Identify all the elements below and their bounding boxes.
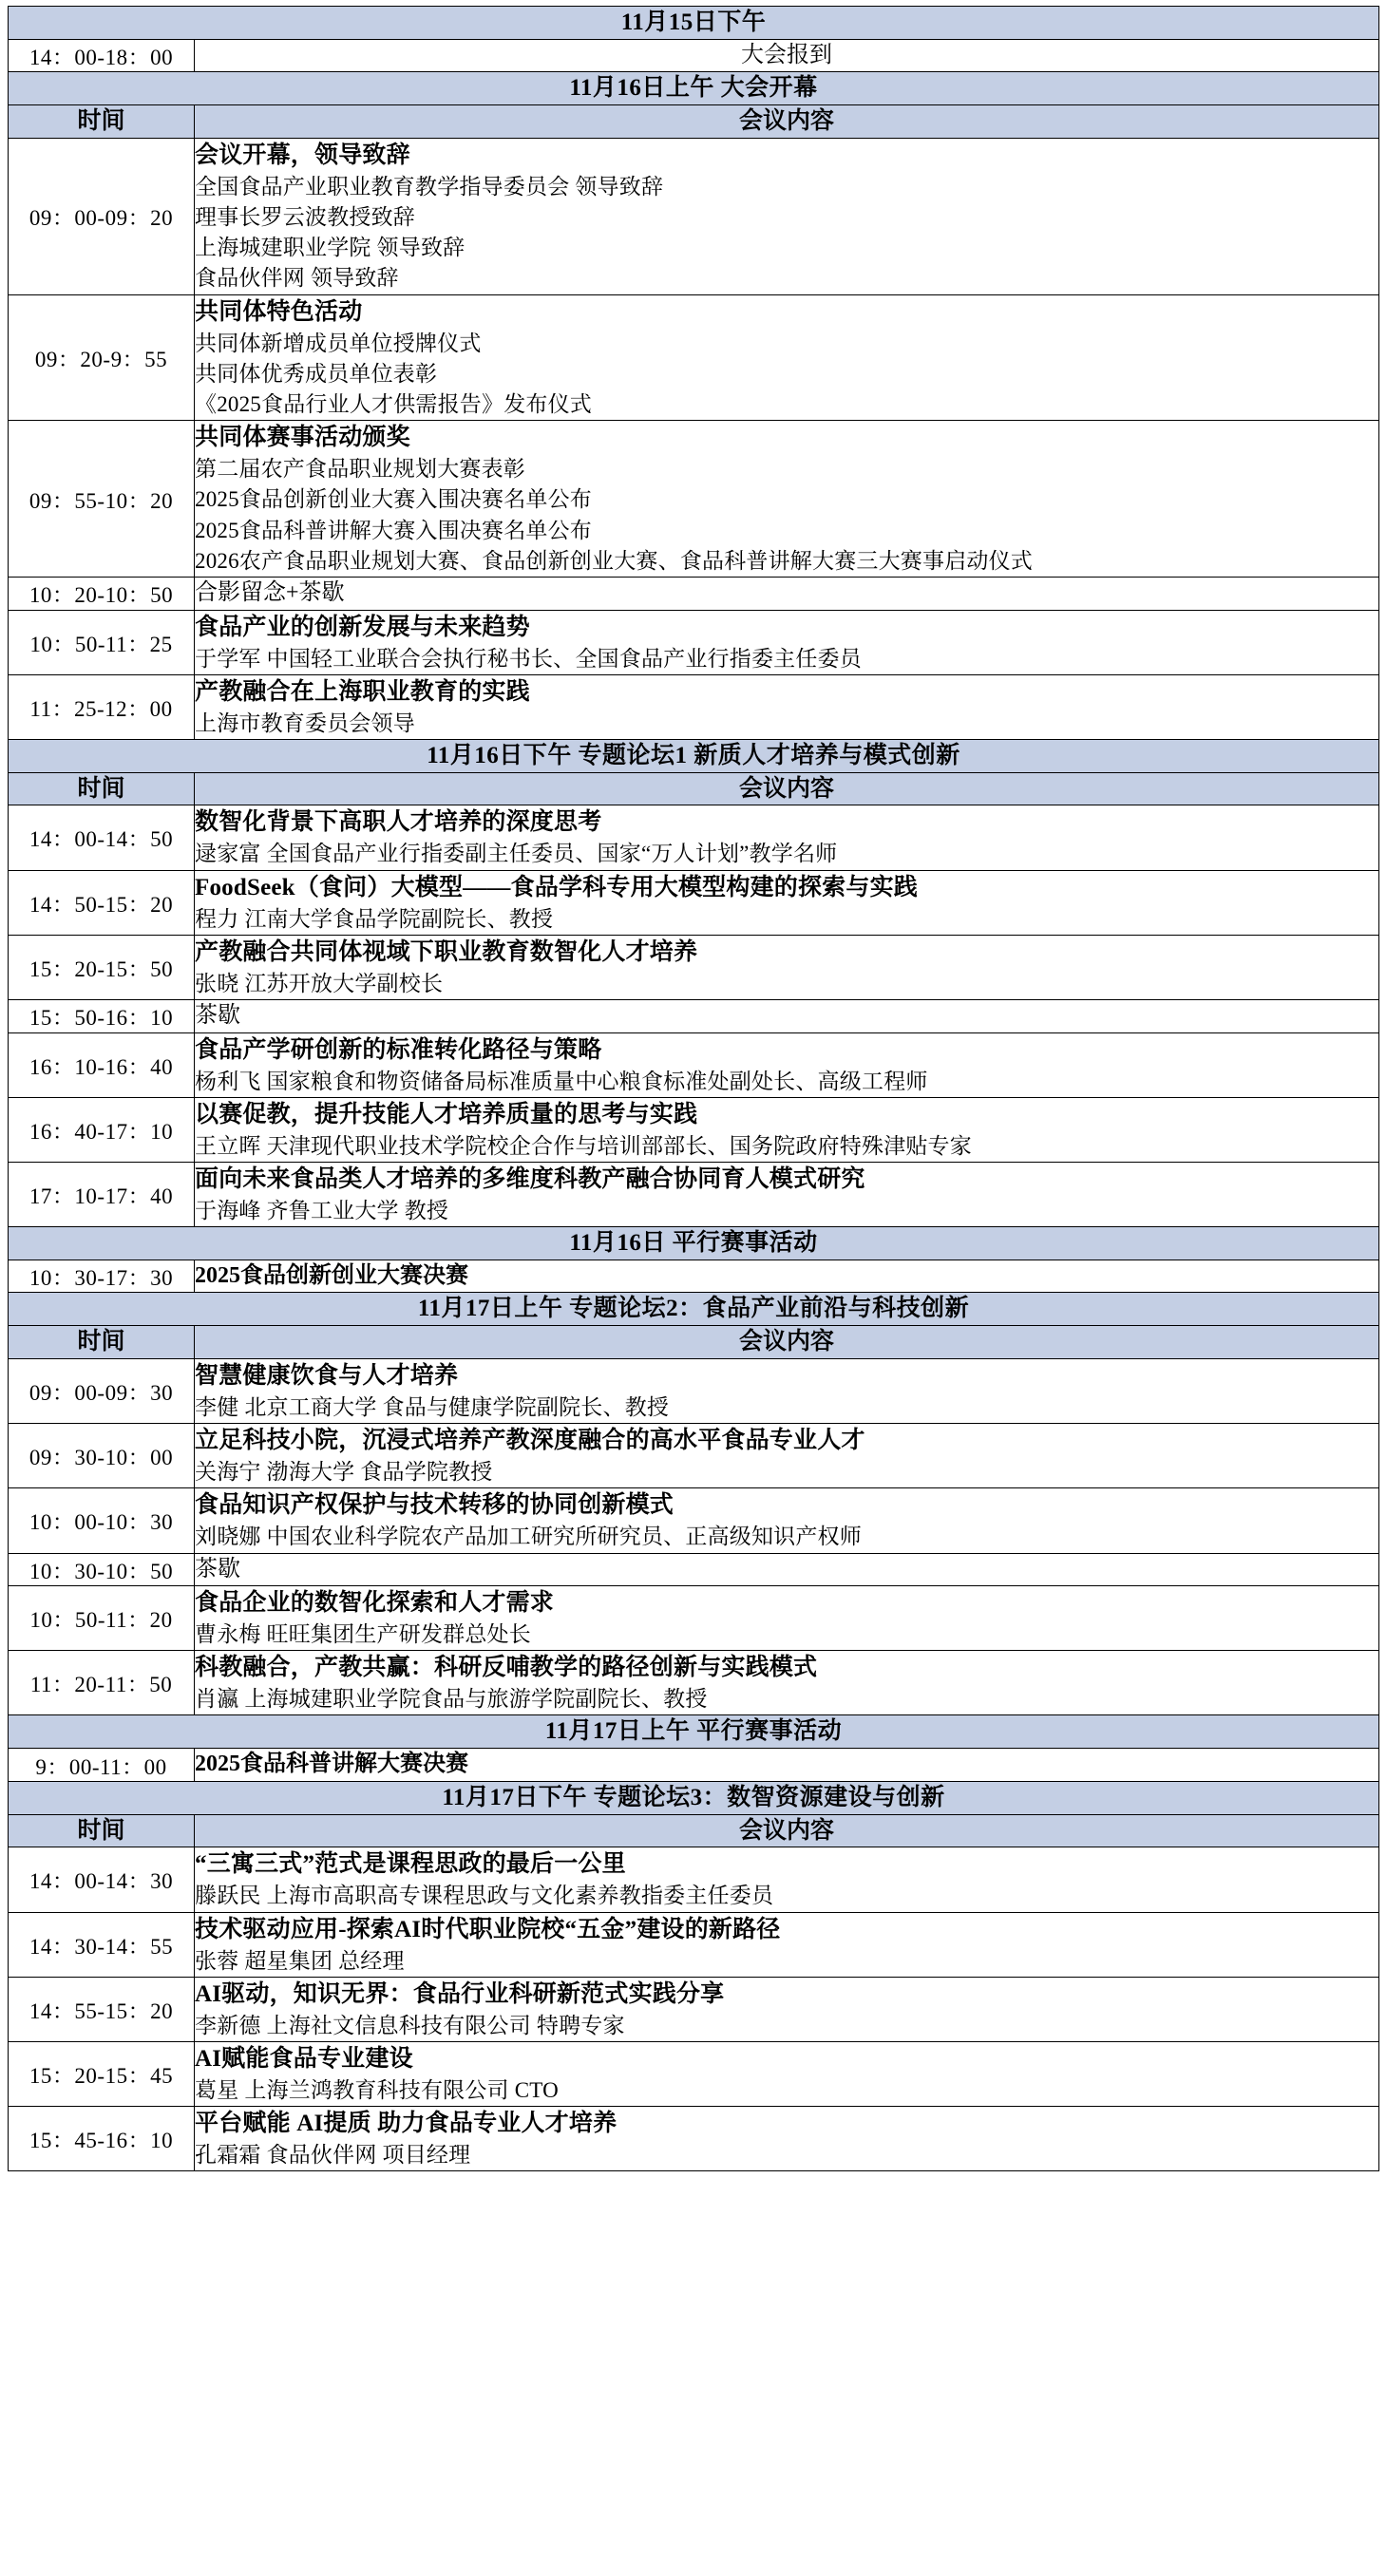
- column-header-row: [9, 772, 1379, 805]
- session-title: 数智化背景下高职人才培养的深度思考: [195, 809, 602, 836]
- agenda-row: [9, 577, 1379, 610]
- session-detail-line: 杨利飞 国家粮食和物资储备局标准质量中心粮食标准处副处长、高级工程师: [195, 1069, 928, 1093]
- agenda-table-body: [9, 7, 1379, 2171]
- session-title: 科教融合，产教共赢：科研反哺教学的路径创新与实践模式: [195, 1655, 818, 1681]
- session-detail-line: 逯家富 全国食品产业行指委副主任委员、国家“万人计划”教学名师: [195, 842, 838, 866]
- content-cell: [195, 2041, 1379, 2106]
- session-title: FoodSeek（食问）大模型——食品学科专用大模型构建的探索与实践: [195, 874, 918, 900]
- content-cell: [195, 294, 1379, 421]
- agenda-row: [9, 2107, 1379, 2171]
- session-detail-line: 2025食品科普讲解大赛入围决赛名单公布: [195, 518, 592, 542]
- agenda-row: [9, 870, 1379, 935]
- time-cell: 15：45-16：10: [9, 2107, 195, 2171]
- section-banner: 11月17日上午 专题论坛2：食品产业前沿与科技创新: [9, 1293, 1379, 1326]
- session-title: 平台赋能 AI提质 助力食品专业人才培养: [195, 2111, 618, 2137]
- content-text: 茶歇: [195, 1556, 240, 1582]
- section-banner-row: [9, 72, 1379, 105]
- content-cell: [195, 999, 1379, 1032]
- agenda-row: [9, 421, 1379, 578]
- time-cell: 11：20-11：50: [9, 1651, 195, 1715]
- agenda-row: [9, 1358, 1379, 1423]
- session-detail-line: 刘晓娜 中国农业科学院农产品加工研究所研究员、正高级知识产权师: [195, 1525, 862, 1549]
- content-cell: [195, 674, 1379, 739]
- agenda-row: [9, 1912, 1379, 1977]
- agenda-row: [9, 935, 1379, 999]
- time-cell: 10：50-11：20: [9, 1586, 195, 1651]
- agenda-row: [9, 1488, 1379, 1553]
- content-cell: [195, 39, 1379, 72]
- content-cell: [195, 935, 1379, 999]
- time-cell: 15：50-16：10: [9, 999, 195, 1032]
- content-cell: [195, 577, 1379, 610]
- session-title: 食品知识产权保护与技术转移的协同创新模式: [195, 1492, 674, 1519]
- agenda-row: [9, 294, 1379, 421]
- time-cell: 09：20-9：55: [9, 294, 195, 421]
- time-cell: 10：20-10：50: [9, 577, 195, 610]
- time-cell: 16：10-16：40: [9, 1032, 195, 1097]
- content-cell: [195, 1651, 1379, 1715]
- agenda-table: [8, 6, 1379, 2171]
- session-title: 立足科技小院，沉浸式培养产教深度融合的高水平食品专业人才: [195, 1428, 865, 1454]
- session-detail-line: 共同体新增成员单位授牌仪式: [195, 331, 482, 355]
- agenda-row: [9, 610, 1379, 674]
- session-title: 共同体特色活动: [195, 298, 363, 325]
- agenda-row: [9, 1651, 1379, 1715]
- content-cell: [195, 421, 1379, 578]
- content-cell: [195, 1749, 1379, 1782]
- content-text: 大会报到: [741, 42, 832, 67]
- session-title: 共同体赛事活动颁奖: [195, 425, 410, 451]
- content-cell: [195, 1553, 1379, 1586]
- session-detail-line: 张晓 江苏开放大学副校长: [195, 971, 444, 995]
- agenda-row: [9, 39, 1379, 72]
- content-cell: [195, 1977, 1379, 2041]
- content-cell: [195, 1358, 1379, 1423]
- content-text: 茶歇: [195, 1002, 240, 1028]
- content-cell: [195, 1162, 1379, 1226]
- session-title: 食品产学研创新的标准转化路径与策略: [195, 1036, 602, 1063]
- session-detail-line: 王立晖 天津现代职业技术学院校企合作与培训部部长、国务院政府特殊津贴专家: [195, 1133, 972, 1158]
- time-column-header: 时间: [9, 105, 195, 139]
- content-column-header: 会议内容: [195, 1326, 1379, 1359]
- agenda-row: [9, 1260, 1379, 1293]
- session-detail-line: 李健 北京工商大学 食品与健康学院副院长、教授: [195, 1394, 670, 1419]
- time-cell: 11：25-12：00: [9, 674, 195, 739]
- session-title: AI驱动，知识无界：食品行业科研新范式实践分享: [195, 1980, 725, 2007]
- session-detail-line: 葛星 上海兰鸿教育科技有限公司 CTO: [195, 2077, 559, 2102]
- time-cell: 10：50-11：25: [9, 610, 195, 674]
- agenda-row: [9, 1977, 1379, 2041]
- session-title: 食品产业的创新发展与未来趋势: [195, 614, 530, 640]
- time-cell: 15：20-15：45: [9, 2041, 195, 2106]
- content-column-header: 会议内容: [195, 772, 1379, 805]
- column-header-row: [9, 1814, 1379, 1847]
- time-cell: 17：10-17：40: [9, 1162, 195, 1226]
- section-banner: 11月16日下午 专题论坛1 新质人才培养与模式创新: [9, 739, 1379, 772]
- session-detail-line: 食品伙伴网 领导致辞: [195, 266, 399, 291]
- content-cell: [195, 1488, 1379, 1553]
- session-title: 面向未来食品类人才培养的多维度科教产融合协同育人模式研究: [195, 1165, 865, 1192]
- content-cell: [195, 1260, 1379, 1293]
- session-detail-line: 上海城建职业学院 领导致辞: [195, 236, 466, 260]
- time-cell: 09：00-09：30: [9, 1358, 195, 1423]
- agenda-row: [9, 805, 1379, 870]
- time-column-header: 时间: [9, 1326, 195, 1359]
- content-cell: [195, 2107, 1379, 2171]
- session-detail-line: 共同体优秀成员单位表彰: [195, 361, 438, 386]
- agenda-row: [9, 1032, 1379, 1097]
- time-cell: 14：00-18：00: [9, 39, 195, 72]
- time-column-header: 时间: [9, 1814, 195, 1847]
- time-cell: 9：00-11：00: [9, 1749, 195, 1782]
- content-cell: [195, 1847, 1379, 1912]
- session-detail-line: 于海峰 齐鲁工业大学 教授: [195, 1198, 449, 1222]
- section-banner-row: [9, 1781, 1379, 1814]
- time-cell: 09：55-10：20: [9, 421, 195, 578]
- time-cell: 14：00-14：50: [9, 805, 195, 870]
- agenda-row: [9, 138, 1379, 294]
- agenda-row: [9, 1586, 1379, 1651]
- content-column-header: 会议内容: [195, 105, 1379, 139]
- section-banner: 11月16日上午 大会开幕: [9, 72, 1379, 105]
- session-detail-line: 滕跃民 上海市高职高专课程思政与文化素养教指委主任委员: [195, 1884, 774, 1908]
- section-banner-row: [9, 1715, 1379, 1749]
- section-banner: 11月17日上午 平行赛事活动: [9, 1715, 1379, 1749]
- agenda-row: [9, 1847, 1379, 1912]
- section-banner: 11月15日下午: [9, 7, 1379, 40]
- time-cell: 09：00-09：20: [9, 138, 195, 294]
- agenda-row: [9, 1424, 1379, 1488]
- agenda-row: [9, 2041, 1379, 2106]
- section-banner-row: [9, 1293, 1379, 1326]
- agenda-row: [9, 1553, 1379, 1586]
- content-cell: [195, 1032, 1379, 1097]
- time-cell: 10：00-10：30: [9, 1488, 195, 1553]
- session-detail-line: 于学军 中国轻工业联合会执行秘书长、全国食品产业行指委主任委员: [195, 646, 862, 671]
- session-detail-line: 程力 江南大学食品学院副院长、教授: [195, 906, 554, 931]
- time-cell: 14：55-15：20: [9, 1977, 195, 2041]
- session-detail-line: 肖瀛 上海城建职业学院食品与旅游学院副院长、教授: [195, 1687, 708, 1712]
- agenda-row: [9, 1097, 1379, 1162]
- content-cell: [195, 1912, 1379, 1977]
- session-title: 以赛促教，提升技能人才培养质量的思考与实践: [195, 1101, 698, 1127]
- section-banner: 11月17日下午 专题论坛3：数智资源建设与创新: [9, 1781, 1379, 1814]
- session-detail-line: 全国食品产业职业教育教学指导委员会 领导致辞: [195, 174, 664, 199]
- session-detail-line: 曹永梅 旺旺集团生产研发群总处长: [195, 1622, 531, 1647]
- session-title: 智慧健康饮食与人才培养: [195, 1362, 459, 1389]
- section-banner-row: [9, 7, 1379, 40]
- content-cell: [195, 805, 1379, 870]
- content-cell: [195, 1586, 1379, 1651]
- column-header-row: [9, 105, 1379, 139]
- section-banner: 11月16日 平行赛事活动: [9, 1227, 1379, 1260]
- section-banner-row: [9, 739, 1379, 772]
- content-column-header: 会议内容: [195, 1814, 1379, 1847]
- content-cell: [195, 1424, 1379, 1488]
- time-column-header: 时间: [9, 772, 195, 805]
- content-cell: [195, 138, 1379, 294]
- agenda-row: [9, 674, 1379, 739]
- section-banner-row: [9, 1227, 1379, 1260]
- session-title: 技术驱动应用-探索AI时代职业院校“五金”建设的新路径: [195, 1916, 781, 1942]
- agenda-row: [9, 999, 1379, 1032]
- session-detail-line: 2026农产食品职业规划大赛、食品创新创业大赛、食品科普讲解大赛三大赛事启动仪式: [195, 548, 1033, 573]
- session-title: AI赋能食品专业建设: [195, 2045, 413, 2072]
- session-detail-line: 《2025食品行业人才供需报告》发布仪式: [195, 391, 592, 416]
- session-title: “三寓三式”范式是课程思政的最后一公里: [195, 1851, 626, 1878]
- session-detail-line: 理事长罗云波教授致辞: [195, 205, 415, 230]
- time-cell: 14：50-15：20: [9, 870, 195, 935]
- session-detail-line: 孔霜霜 食品伙伴网 项目经理: [195, 2143, 471, 2168]
- agenda-row: [9, 1749, 1379, 1782]
- session-detail-line: 2025食品创新创业大赛入围决赛名单公布: [195, 487, 592, 512]
- session-detail-line: 张蓉 超星集团 总经理: [195, 1948, 405, 1973]
- time-cell: 10：30-10：50: [9, 1553, 195, 1586]
- content-cell: [195, 1097, 1379, 1162]
- session-title: 食品企业的数智化探索和人才需求: [195, 1590, 555, 1617]
- time-cell: 14：30-14：55: [9, 1912, 195, 1977]
- time-cell: 14：00-14：30: [9, 1847, 195, 1912]
- session-detail-line: 上海市教育委员会领导: [195, 710, 415, 735]
- agenda-row: [9, 1162, 1379, 1226]
- time-cell: 15：20-15：50: [9, 935, 195, 999]
- content-cell: [195, 870, 1379, 935]
- content-text: 合影留念+茶歇: [195, 579, 345, 605]
- column-header-row: [9, 1326, 1379, 1359]
- session-title: 产教融合共同体视域下职业教育数智化人才培养: [195, 938, 698, 965]
- session-detail-line: 关海宁 渤海大学 食品学院教授: [195, 1460, 493, 1485]
- session-title: 会议开幕，领导致辞: [195, 142, 410, 168]
- content-text: 2025食品创新创业大赛决赛: [195, 1262, 468, 1288]
- session-detail-line: 李新德 上海社文信息科技有限公司 特聘专家: [195, 2013, 625, 2037]
- session-detail-line: 第二届农产食品职业规划大赛表彰: [195, 457, 525, 482]
- content-cell: [195, 610, 1379, 674]
- time-cell: 10：30-17：30: [9, 1260, 195, 1293]
- session-title: 产教融合在上海职业教育的实践: [195, 678, 530, 705]
- content-text: 2025食品科普讲解大赛决赛: [195, 1752, 468, 1777]
- time-cell: 16：40-17：10: [9, 1097, 195, 1162]
- time-cell: 09：30-10：00: [9, 1424, 195, 1488]
